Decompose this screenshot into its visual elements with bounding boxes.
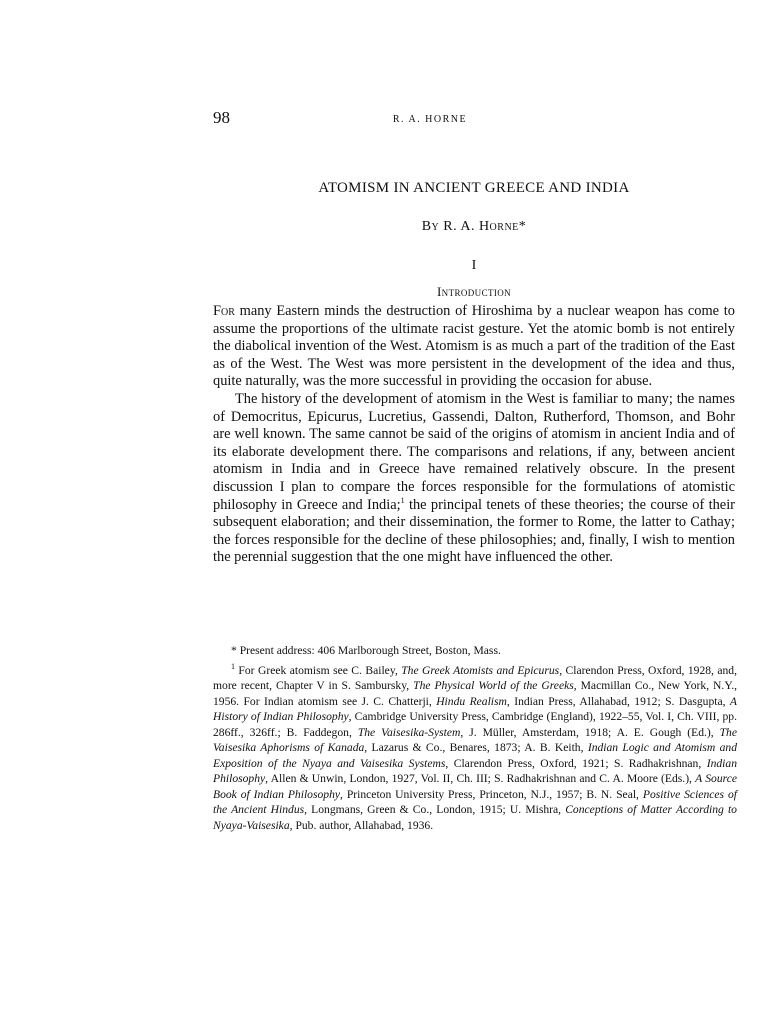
citation-text: , Indian Press, Allahabad, 1912; S. Dasgupta, [506,694,730,708]
paragraph-1-text: many Eastern minds the destruction of Hiroshima by a nuclear weapon has come to assume the proportions of the ultimate racist gesture. Yet the atomic bomb is not entirely the diabolical invention of the West. Atomism is as much a part of the tradition of the East as of the West. The West was more persistent in the development of the idea and thus, quite naturally, was the more successful in providing the occasion for abuse. [213,303,735,390]
citation-text: , Pub. author, Allahabad, 1936. [289,818,434,832]
citation-text: , J. Müller, Amsterdam, 1918; A. E. Gough (Ed.), [460,725,720,739]
author-byline: By R. A. Horne* [421,219,527,234]
citation-title: The Physical World of the Greeks [413,679,574,692]
citation-title: The Vaisesika Aphorisms of Kanada [213,725,737,754]
citation-title: The Greek Atomists and Epicurus [401,663,560,677]
citation-title: Conceptions of Matter According to Nyaya-Vaisesika [213,803,737,832]
footnote-author-address: * Present address: 406 Marlborough Street, Boston, Mass. [231,644,501,657]
citation-text: , Macmillan Co., New York, N.Y., 1956. For Indian atomism see J. C. Chatterji, [213,679,737,708]
citation-text: , Lazarus & Co., Benares, 1873; A. B. Keith, [364,741,588,754]
paragraph-2-text-b: the principal tenets of these theories; the course of their subsequent elaboration; and their dissemination, the former to Rome, the latter to Cathay; the forces responsible for the decline of these philosophies; and, finally, I wish to mention the perennial suggestion that the one might have influenced the other. [213,496,735,566]
citation-title: Hindu Realism [436,694,507,708]
citation-title: Positive Sciences of the Ancient Hindus [213,787,737,816]
paragraph-2 [213,391,735,567]
body-text [213,303,735,567]
citation-text: , Clarendon Press, Oxford, 1921; S. Radhakrishnan, [445,756,707,770]
footnote-1-marker: 1 [231,661,235,671]
footnotes [213,643,737,833]
lead-word: For [213,303,235,319]
footnote-reference: 1 [400,495,405,505]
section-numeral: I [471,258,477,273]
citation-text: , Princeton University Press, Princeton, N.J., 1957; B. N. Seal, [340,787,643,801]
footnote-1 [213,663,737,834]
citation-text: , Cambridge University Press, Cambridge (England), 1922–55, Vol. I, Ch. VIII, pp. 286ff., 326ff.; B. Faddegon, [213,710,737,739]
citation-text: For Greek atomism see C. Bailey, [235,663,402,677]
running-head: R. A. HORNE [392,114,468,125]
citation-title: Indian Philosophy [213,756,737,785]
paragraph-1 [213,303,735,391]
citation-title: Indian Logic and Atomism and Exposition of the Nyaya and Vaisesika Systems [213,741,737,770]
page-number: 98 [213,108,230,127]
citation-title: A Source Book of Indian Philosophy [213,772,737,801]
citation-text: , Allen & Unwin, London, 1927, Vol. II, Ch. III; S. Radhakrishnan and C. A. Moore (Eds.), [265,772,696,785]
citation-text: , Longmans, Green & Co., London, 1915; U. Mishra, [304,803,566,816]
section-heading: Introduction [436,284,512,299]
footnote-1-text [213,661,738,832]
citation-title: A History of Indian Philosophy [213,694,737,723]
citation-text: , Clarendon Press, Oxford, 1928, and, more recent, Chapter V in S. Sambursky, [213,663,738,692]
paragraph-2-text-a: The history of the development of atomism in the West is familiar to many; the names of Democritus, Epicurus, Lucretius, Gassendi, Dalton, Rutherford, Thomson, and Bohr are well known. The same cannot be said of the origins of atomism in ancient India and of its elaborate development there. The comparisons and relations, if any, between ancient atomism in India and in Greece have remained relatively obscure. In the present discussion I plan to compare the forces responsible for the formulations of atomistic philosophy in Greece and India; [213,390,735,513]
citation-title: The Vaisesika-System [357,725,461,739]
article-title: ATOMISM IN ANCIENT GREECE AND INDIA [318,180,630,196]
